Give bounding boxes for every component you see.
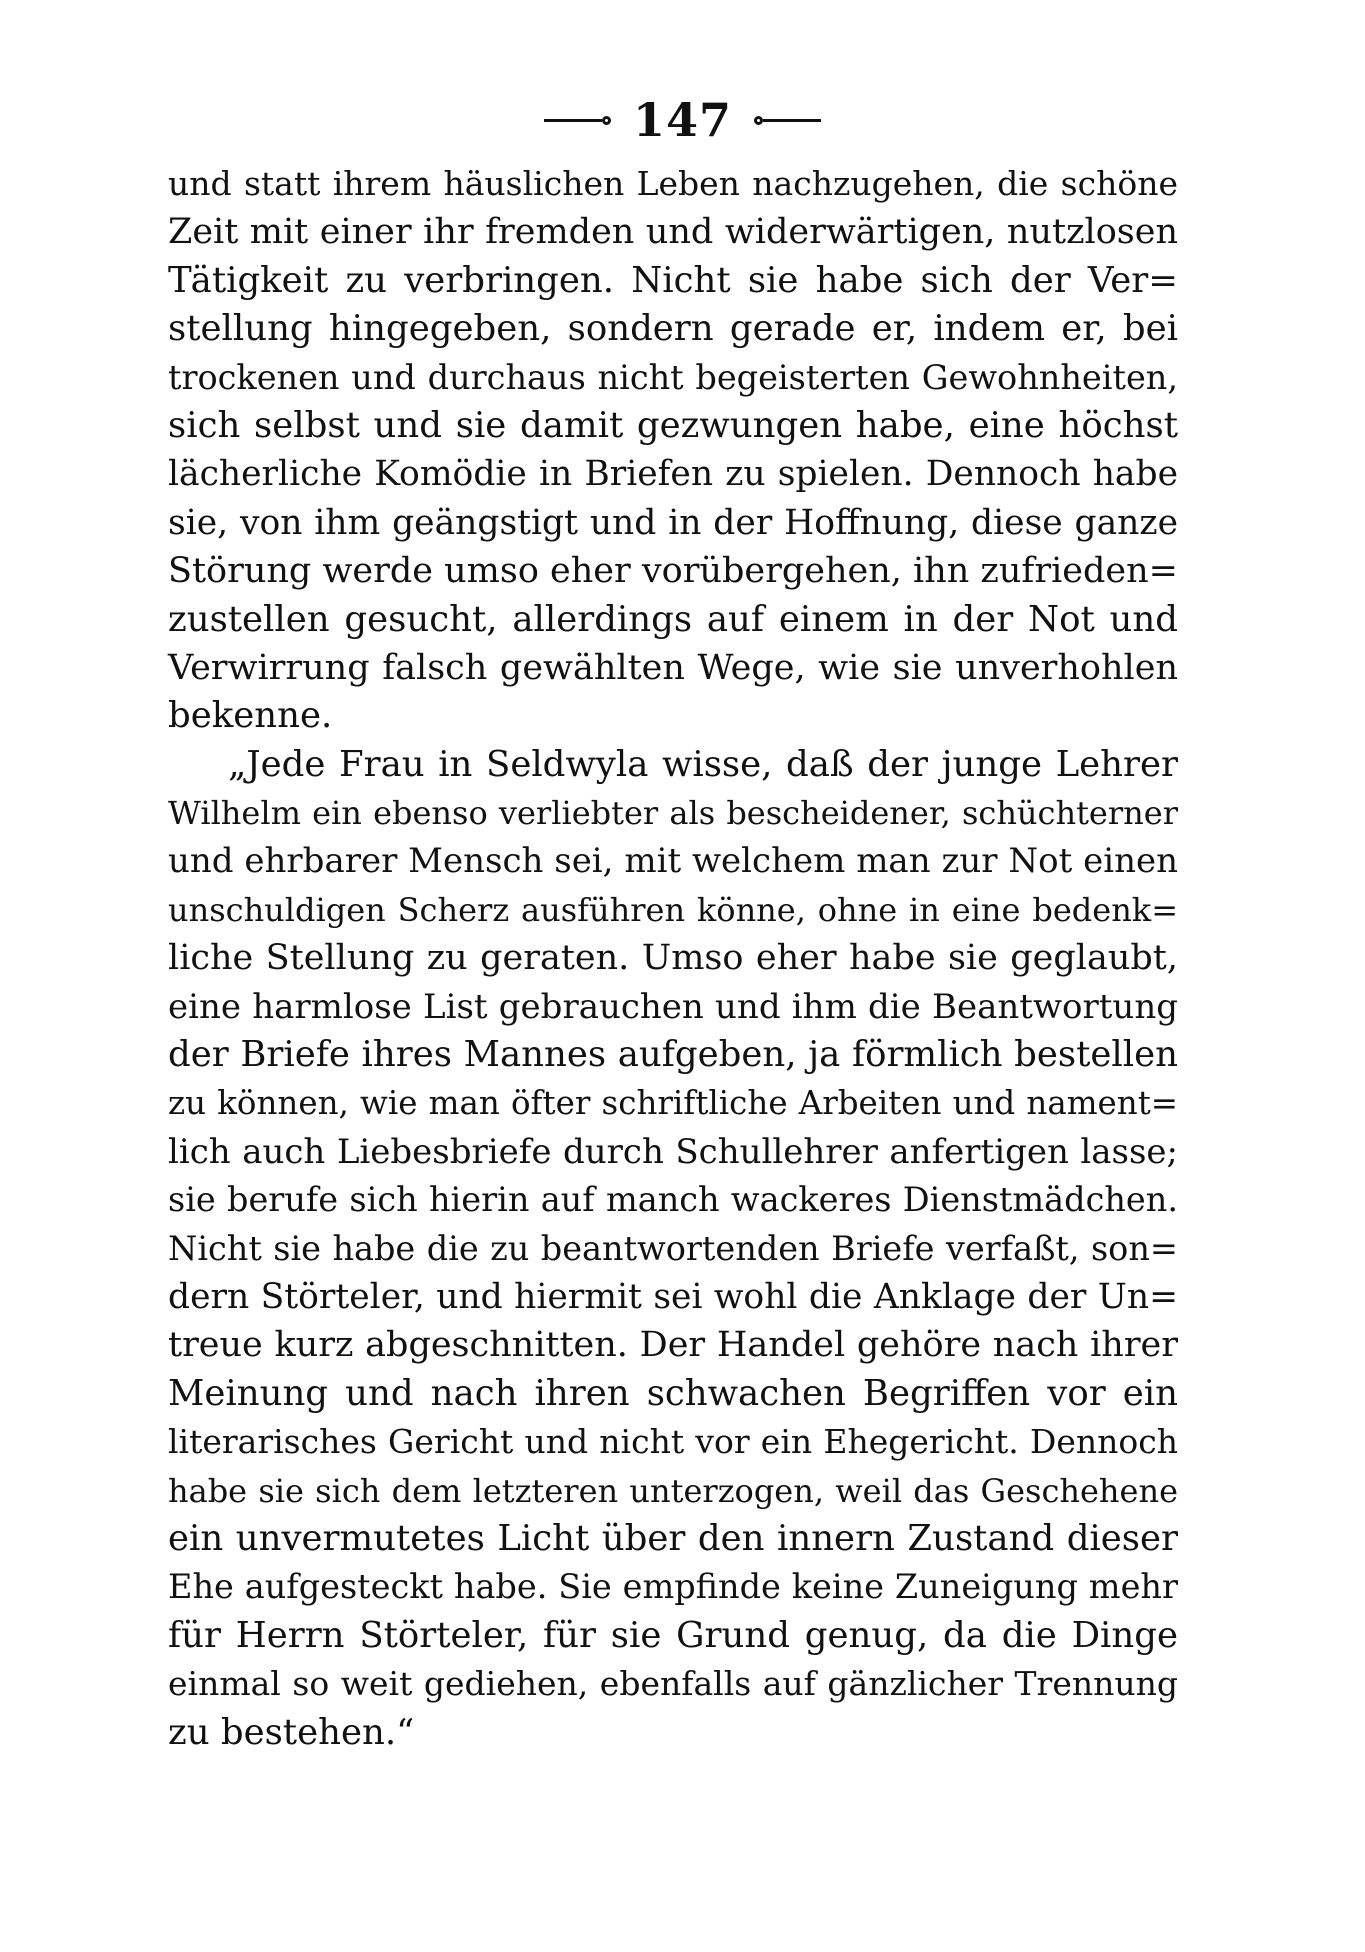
ornament-ring: [602, 116, 611, 125]
text-line: zu können, wie man öfter schriftliche Arbeiten und nament=: [168, 1084, 1178, 1123]
paragraph-1: [168, 160, 1178, 741]
text-line: und statt ihrem häuslichen Leben nachzugehen, die schöne: [168, 164, 1178, 203]
text-line: Meinung und nach ihren schwachen Begriffen vor ein: [168, 1372, 1178, 1414]
text-line: der Briefe ihres Mannes aufgeben, ja förmlich bestellen: [168, 1034, 1178, 1076]
text-line: zu bestehen.“: [168, 1711, 415, 1753]
text-line: ein unvermutetes Licht über den innern Zustand dieser: [168, 1517, 1178, 1559]
text-line: und ehrbarer Mensch sei, mit welchem man zur Not einen: [168, 841, 1178, 882]
text-line: eine harmlose List gebrauchen und ihm die Beantwortung: [168, 986, 1178, 1027]
text-line: literarisches Gericht und nicht vor ein Ehegericht. Dennoch: [168, 1422, 1178, 1462]
text-line: lächerliche Komödie in Briefen zu spielen. Dennoch habe: [168, 454, 1178, 495]
text-line: lich auch Liebesbriefe durch Schullehrer anfertigen lasse;: [168, 1131, 1178, 1172]
text-line: „Jede Frau in Seldwyla wisse, daß der junge Lehrer: [228, 743, 1178, 785]
text-line: dern Störteler, und hiermit sei wohl die Anklage der Un=: [168, 1276, 1178, 1317]
text-line: bekenne.: [168, 695, 333, 737]
text-line: Verwirrung falsch gewählten Wege, wie sie unverhohlen: [168, 647, 1178, 688]
text-line: habe sie sich dem letzteren unterzogen, weil das Geschehene: [168, 1471, 1178, 1510]
ornament-ring: [754, 116, 763, 125]
text-line: liche Stellung zu geraten. Umso eher habe sie geglaubt,: [168, 938, 1178, 979]
text-line: stellung hingegeben, sondern gerade er, indem er, bei: [168, 308, 1178, 350]
left-ornament: [544, 116, 611, 125]
text-line: Nicht sie habe die zu beantwortenden Briefe verfaßt, son=: [168, 1228, 1178, 1268]
text-line: sie berufe sich hierin auf manch wackeres Dienstmädchen.: [168, 1180, 1178, 1220]
text-line: Zeit mit einer ihr fremden und widerwärtigen, nutzlosen: [168, 212, 1178, 253]
page-number: 147: [632, 93, 733, 147]
paragraph-2: [168, 741, 1178, 1757]
text-line: einmal so weit gediehen, ebenfalls auf gänzlicher Trennung: [168, 1664, 1178, 1704]
text-line: Wilhelm ein ebenso verliebter als bescheidener, schüchterner: [168, 794, 1178, 833]
text-line: Tätigkeit zu verbringen. Nicht sie habe sich der Ver=: [168, 259, 1178, 301]
right-ornament: [754, 116, 821, 125]
page-header: [0, 90, 1365, 150]
text-line: Ehe aufgesteckt habe. Sie empfinde keine Zuneigung mehr: [168, 1567, 1178, 1607]
ornament-dash: [544, 119, 602, 122]
body-text: [168, 160, 1178, 1757]
text-line: trockenen und durchaus nicht begeisterten Gewohnheiten,: [168, 357, 1178, 397]
text-line: unschuldigen Scherz ausführen könne, ohne in eine bedenk=: [168, 890, 1178, 929]
text-line: sie, von ihm geängstigt und in der Hoffnung, diese ganze: [168, 502, 1178, 543]
text-line: treue kurz abgeschnitten. Der Handel gehöre nach ihrer: [168, 1325, 1178, 1366]
text-line: Störung werde umso eher vorübergehen, ihn zufrieden=: [168, 551, 1178, 592]
text-line: für Herrn Störteler, für sie Grund genug, da die Dinge: [168, 1614, 1178, 1656]
text-line: sich selbst und sie damit gezwungen habe, eine höchst: [168, 404, 1178, 446]
text-line: zustellen gesucht, allerdings auf einem in der Not und: [168, 598, 1178, 640]
ornament-dash: [763, 119, 821, 122]
